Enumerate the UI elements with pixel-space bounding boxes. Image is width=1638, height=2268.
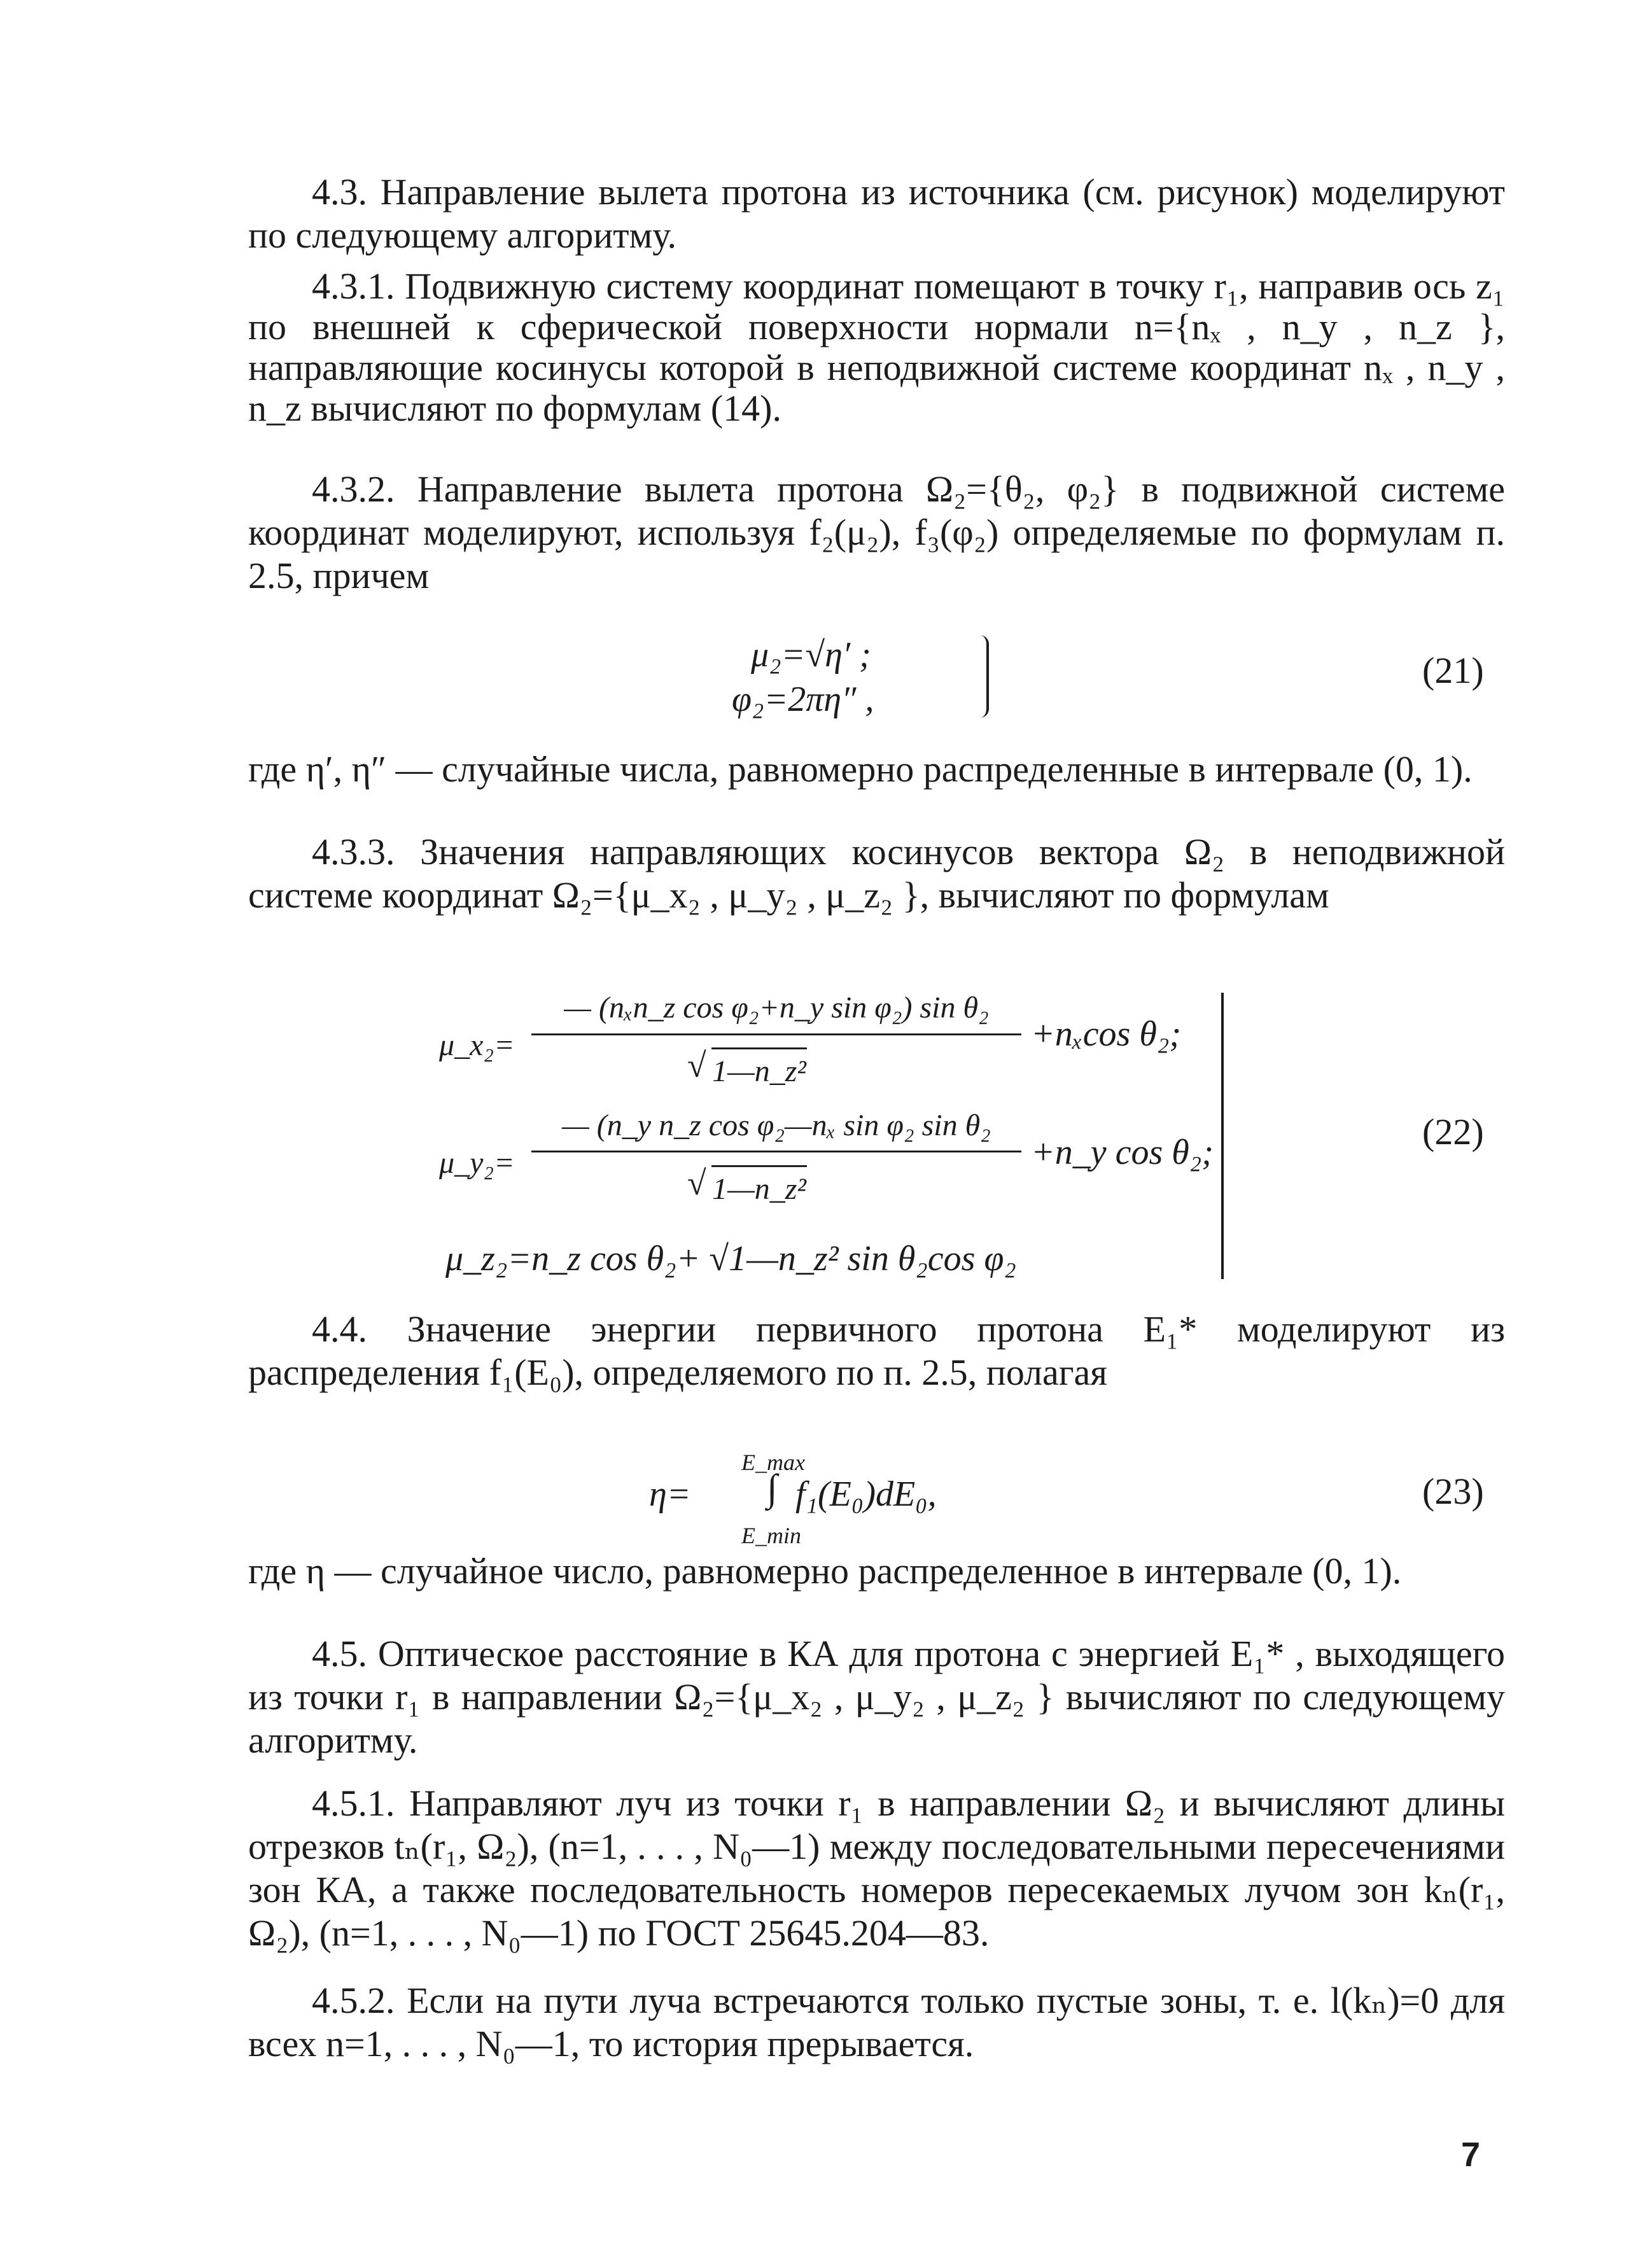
eq22-muy-numerator: — (n_y n_z cos φ₂—nₓ sin φ₂ sin θ₂ [562, 1109, 991, 1142]
paragraph-eta: где η′, η″ — случайные числа, равномерно распределенные в интервале (0, 1). [248, 748, 1473, 790]
eq21-brace [980, 635, 989, 718]
eq23-lower-limit: E_min [741, 1523, 801, 1548]
paragraph-4-5-2: 4.5.2. Если на пути луча встречаются только пустые зоны, т. е. l(kₙ)=0 для всех n=1, . . . , N₀—1, то история прерывается. [248, 1980, 1505, 2064]
eq22-mux-sqrt-sign: √ [687, 1046, 706, 1084]
paragraph-eta2: где η — случайное число, равномерно распределенное в интервале (0, 1). [248, 1550, 1402, 1592]
eq21-line2: φ₂=2πη″ , [732, 680, 874, 719]
paragraph-4-3-2: 4.3.2. Направление вылета протона Ω₂={θ₂, φ₂} в подвижной системе координат моделируют, используя f₂(μ₂), f₃(φ₂) определяемые по формулам п. 2.5, причем [248, 468, 1505, 596]
eq22-brace [1212, 993, 1224, 1279]
eq22-muy-lhs: μ_y₂= [439, 1146, 515, 1180]
paragraph-4-4: 4.4. Значение энергии первичного протона E₁* моделируют из распределения f₁(E₀), определяемого по п. 2.5, полагая [248, 1308, 1505, 1393]
eq22-mux-numerator: — (nₓn_z cos φ₂+n_y sin φ₂) sin θ₂ [564, 991, 989, 1025]
eq21-line1: μ₂=√η′ ; [751, 635, 871, 675]
eq22-mux-fraction-line [531, 1033, 1021, 1035]
eq23-upper-limit: E_max [741, 1450, 805, 1475]
eq22-mux-lhs: μ_x₂= [439, 1028, 515, 1062]
eq22-muy-denominator: 1—n_z² [712, 1172, 806, 1206]
paragraph-4-3-3: 4.3.3. Значения направляющих косинусов вектора Ω₂ в неподвижной системе координат Ω₂={μ_x₂ , μ_y₂ , μ_z₂ }, вычисляют по формулам [248, 831, 1505, 916]
eq22-number: (22) [1422, 1111, 1484, 1152]
eq23-integral-sign: ∫ [767, 1467, 778, 1509]
paragraph-4-5-1: 4.5.1. Направляют луч из точки r₁ в направлении Ω₂ и вычисляют длины отрезков tₙ(r₁, Ω₂), (n=1, . . . , N₀—1) между последовательными пересечениями зон КА, а также последовательность номеров пересекаемых лучом зон kₙ(r₁, Ω₂), (n=1, . . . , N₀—1) по ГОСТ 25645.204—83. [248, 1782, 1505, 1954]
eq21-number: (21) [1422, 650, 1484, 691]
eq22-muy-fraction-line [531, 1151, 1021, 1152]
eq23-body: f₁(E₀)dE₀, [795, 1474, 937, 1514]
eq22-muy-sqrt-bar [711, 1165, 807, 1167]
paragraph-4-5: 4.5. Оптическое расстояние в КА для протона с энергией E₁* , выходящего из точки r₁ в направлении Ω₂={μ_x₂ , μ_y₂ , μ_z₂ } вычисляют по следующему алгоритму. [248, 1633, 1505, 1761]
eq22-muy-sqrt-sign: √ [687, 1164, 706, 1202]
eq23-number: (23) [1422, 1471, 1484, 1512]
eq23-lhs: η= [649, 1474, 691, 1514]
eq22-mux-sqrt-bar [711, 1047, 807, 1049]
page-number: 7 [1461, 2136, 1481, 2174]
eq22-muz-line: μ_z₂=n_z cos θ₂+ √1—n_z² sin θ₂cos φ₂ [445, 1239, 1016, 1278]
eq22-mux-denominator: 1—n_z² [712, 1054, 806, 1088]
paragraph-4-3: 4.3. Направление вылета протона из источника (см. рисунок) моделируют по следующему алгоритму. [248, 171, 1505, 256]
eq22-mux-tail: +nₓcos θ₂; [1031, 1014, 1181, 1054]
eq22-muy-tail: +n_y cos θ₂; [1031, 1133, 1214, 1172]
paragraph-4-3-1: 4.3.1. Подвижную систему координат помещают в точку r₁, направив ось z₁ по внешней к сферической поверхности нормали n={nₓ , n_y , n_z }, направляющие косинусы которой в неподвижной системе координат nₓ , n_y , n_z вычисляют по формулам (14). [248, 265, 1505, 429]
